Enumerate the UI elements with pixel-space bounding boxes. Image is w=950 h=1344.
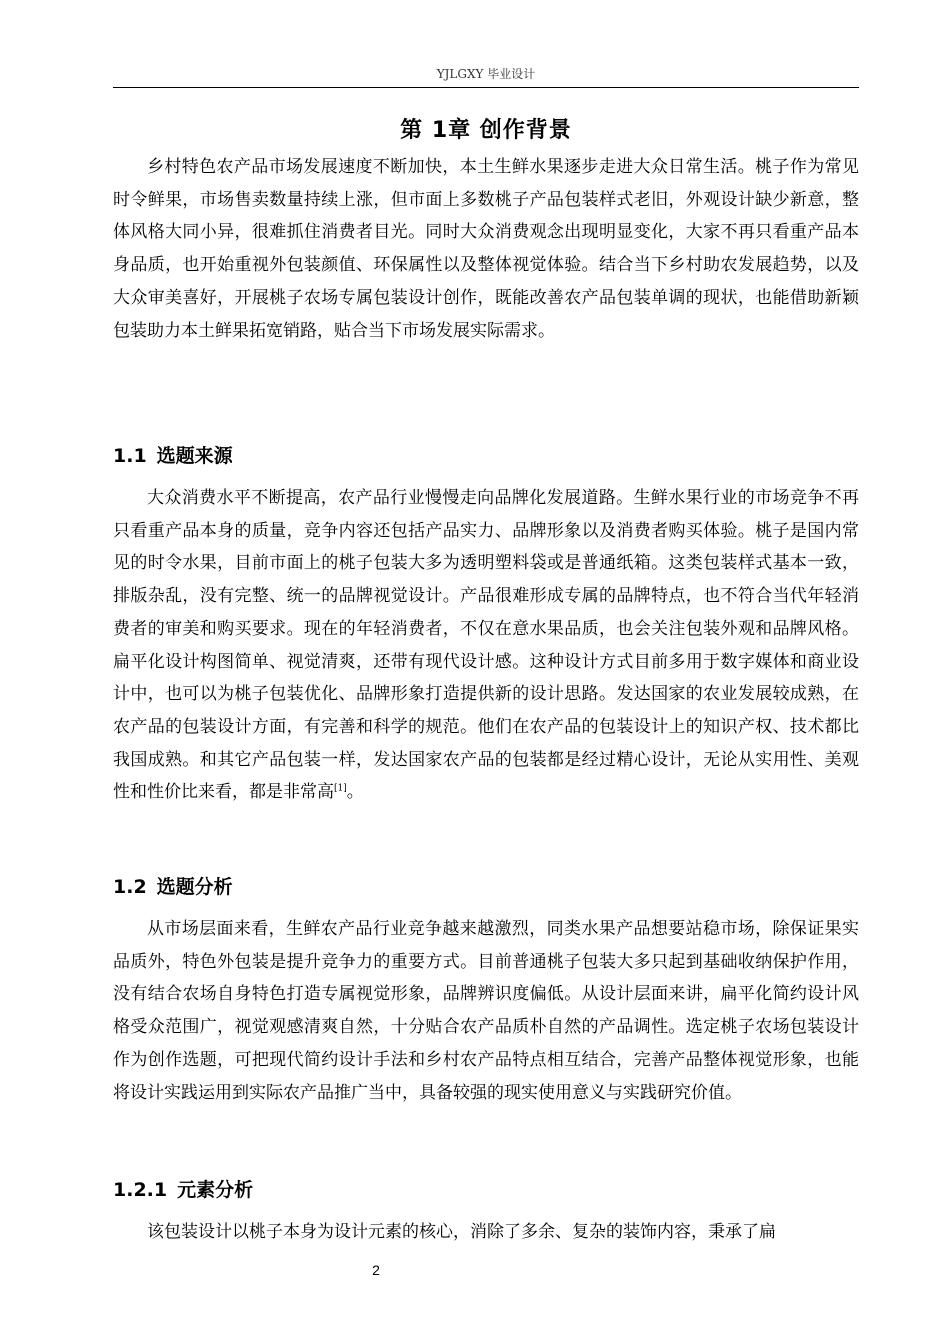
- header-rule: [113, 87, 859, 88]
- section-1-2-1-heading: [113, 1175, 253, 1205]
- page-number: 2: [372, 1262, 380, 1278]
- section-1-2-paragraph: 从市场层面来看，生鲜农产品行业竞争越来越激烈，同类水果产品想要站稳市场，除保证果实品质外，特色外包装是提升竞争力的重要方式。目前普通桃子包装大多只起到基础收纳保护作用，没有结合农场自身特色打造专属视觉形象，品牌辨识度偏低。从设计层面来讲，扁平化简约设计风格受众范围广，视觉观感清爽自然，十分贴合农产品质朴自然的产品调性。选定桃子农场包装设计作为创作选题，可把现代简约设计手法和乡村农产品特点相互结合，完善产品整体视觉形象，也能将设计实践运用到实际农产品推广当中，具备较强的现实使用意义与实践研究价值。: [113, 919, 859, 1103]
- section-number: 1.2.1: [113, 1179, 168, 1201]
- page-header: YJLGXY 毕业设计: [436, 67, 536, 81]
- section-1-1-paragraph: [113, 482, 859, 809]
- paragraph-end: 。: [346, 782, 364, 803]
- section-1-2-heading: [113, 872, 233, 902]
- section-1-2-1-paragraph: 该包装设计以桃子本身为设计元素的核心，消除了多余、复杂的装饰内容，秉承了扁: [147, 1222, 776, 1242]
- paragraph-text: 大众消费水平不断提高，农产品行业慢慢走向品牌化发展道路。生鲜水果行业的市场竞争不再只看重产品本身的质量，竞争内容还包括产品实力、品牌形象以及消费者购买体验。桃子是国内常见的时令水果，目前市面上的桃子包装大多为透明塑料袋或是普通纸箱。这类包装样式基本一致，排版杂乱，没有完整、统一的品牌视觉设计。产品很难形成专属的品牌特点，也不符合当代年轻消费者的审美和购买要求。现在的年轻消费者，不仅在意水果品质，也会关注包装外观和品牌风格。扁平化设计构图简单、视觉清爽，还带有现代设计感。这种设计方式目前多用于数字媒体和商业设计中，也可以为桃子包装优化、品牌形象打造提供新的设计思路。发达国家的农业发展较成熟，在农产品的包装设计方面，有完善和科学的规范。他们在农产品的包装设计上的知识产权、技术都比我国成熟。和其它产品包装一样，发达国家农产品的包装都是经过精心设计，无论从实用性、美观性和性价比来看，都是非常高: [113, 488, 859, 803]
- section-title: 元素分析: [177, 1179, 254, 1201]
- citation-ref[interactable]: [1]: [334, 783, 347, 794]
- chapter-title: 第 1章 创作背景: [400, 118, 572, 143]
- section-1-1-heading: [113, 441, 233, 471]
- intro-paragraph: 乡村特色农产品市场发展速度不断加快，本土生鲜水果逐步走进大众日常生活。桃子作为常见时令鲜果，市场售卖数量持续上涨，但市面上多数桃子产品包装样式老旧，外观设计缺少新意，整体风格大同小异，很难抓住消费者目光。同时大众消费观念出现明显变化，大家不再只看重产品本身品质，也开始重视外包装颜值、环保属性以及整体视觉体验。结合当下乡村助农发展趋势，以及大众审美喜好，开展桃子农场专属包装设计创作，既能改善农产品包装单调的现状，也能借助新颖包装助力本土鲜果拓宽销路，贴合当下市场发展实际需求。: [113, 157, 859, 341]
- section-number: 1.1: [113, 445, 147, 467]
- section-title: 选题来源: [156, 445, 233, 467]
- section-number: 1.2: [113, 876, 147, 898]
- section-title: 选题分析: [156, 876, 233, 898]
